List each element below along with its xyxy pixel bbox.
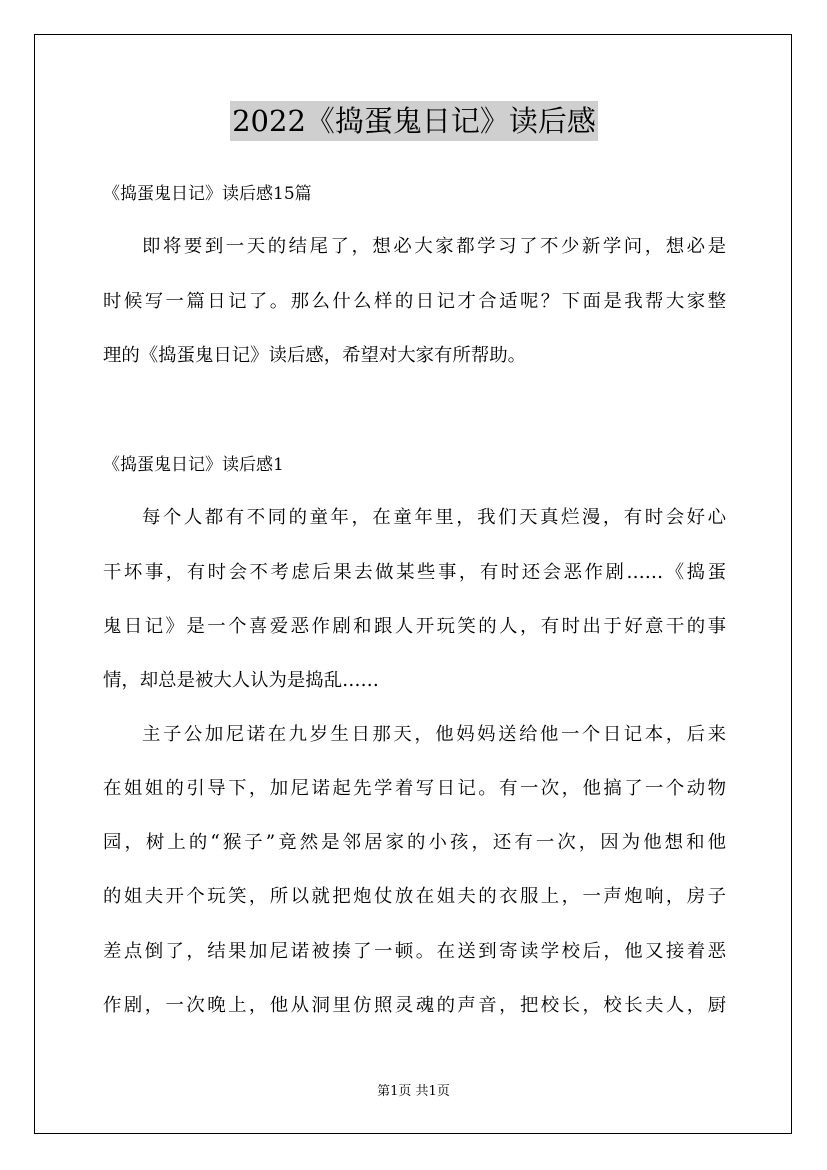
section-heading: 《捣蛋鬼日记》读后感1 (103, 455, 284, 475)
text-line: 差点倒了，结果加尼诺被揍了一顿。在送到寄读学校后，他又接着恶 (103, 941, 726, 962)
document-title: 2022《捣蛋鬼日记》读后感 (230, 101, 598, 141)
text-line: 在姐姐的引导下，加尼诺起先学着写日记。有一次，他搞了一个动物 (103, 778, 726, 799)
text-line: 作剧，一次晚上，他从洞里仿照灵魂的声音，把校长，校长夫人，厨 (103, 995, 726, 1016)
text-line: 时候写一篇日记了。那么什么样的日记才合适呢？下面是我帮大家整 (103, 291, 726, 312)
text-line: 干坏事，有时会不考虑后果去做某些事，有时还会恶作剧……《捣蛋 (103, 562, 726, 583)
text-line: 每个人都有不同的童年，在童年里，我们天真烂漫，有时会好心 (142, 507, 726, 528)
text-line: 情，却总是被大人认为是捣乱…… (103, 670, 379, 691)
document-subheading: 《捣蛋鬼日记》读后感15篇 (103, 184, 312, 204)
text-line: 园，树上的“猴子”竟然是邻居家的小孩，还有一次，因为他想和他 (103, 832, 726, 853)
text-line: 主子公加尼诺在九岁生日那天，他妈妈送给他一个日记本，后来 (142, 724, 726, 745)
text-line: 即将要到一天的结尾了，想必大家都学习了不少新学问，想必是 (142, 236, 726, 257)
text-line: 鬼日记》是一个喜爱恶作剧和跟人开玩笑的人，有时出于好意干的事 (103, 616, 726, 637)
page-footer: 第1页 共1页 (377, 1084, 450, 1099)
text-line: 的姐夫开个玩笑，所以就把炮仗放在姐夫的衣服上，一声炮响，房子 (103, 886, 726, 907)
text-line: 理的《捣蛋鬼日记》读后感，希望对大家有所帮助。 (103, 345, 526, 366)
